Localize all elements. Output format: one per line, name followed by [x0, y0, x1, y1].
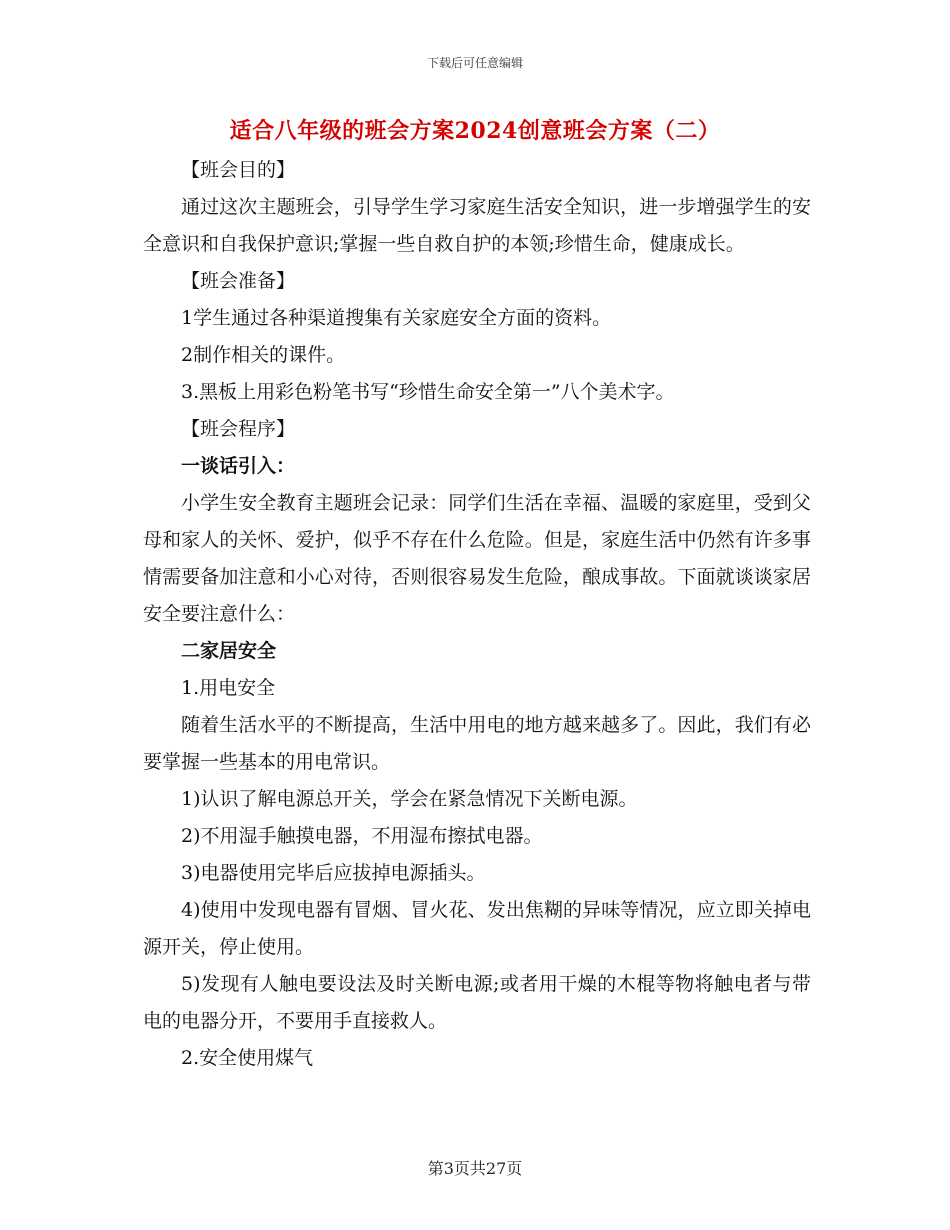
heading-purpose: 【班会目的】: [181, 159, 296, 181]
electric-item-4: 4)使用中发现电器有冒烟、冒火花、发出焦糊的异味等情况，应立即关掉电源开关，停止使用。: [143, 899, 811, 958]
document-title: 适合八年级的班会方案2024创意班会方案（二）: [229, 118, 721, 144]
heading-procedure: 【班会程序】: [181, 418, 296, 440]
paragraph-purpose: 通过这次主题班会，引导学生学习家庭生活安全知识，进一步增强学生的安全意识和自我保护意识;掌握一些自救自护的本领;珍惜生命，健康成长。: [143, 196, 811, 255]
paragraph-intro: 小学生安全教育主题班会记录：同学们生活在幸福、温暖的家庭里，受到父母和家人的关怀、爱护，似乎不存在什么危险。但是，家庭生活中仍然有许多事情需要备加注意和小心对待，否则很容易发生危险，酿成事故。下面就谈谈家居安全要注意什么：: [143, 492, 811, 625]
electric-item-2: 2)不用湿手触摸电器，不用湿布擦拭电器。: [181, 825, 543, 847]
document-body: [143, 152, 811, 1077]
heading-preparation: 【班会准备】: [181, 270, 296, 292]
page-number: 第3页共27页: [427, 1159, 523, 1178]
section-intro-heading: 一谈话引入：: [181, 455, 296, 477]
subsection-electric-safety: 1.用电安全: [181, 677, 276, 699]
paragraph-electric-intro: 随着生活水平的不断提高，生活中用电的地方越来越多了。因此，我们有必要掌握一些基本的用电常识。: [143, 714, 811, 773]
electric-item-5: 5)发现有人触电要设法及时关断电源;或者用干燥的木棍等物将触电者与带电的电器分开，不要用手直接救人。: [143, 973, 811, 1032]
subsection-gas-safety: 2.安全使用煤气: [181, 1047, 314, 1069]
prep-item-3: 3.黑板上用彩色粉笔书写“珍惜生命安全第一”八个美术字。: [181, 381, 675, 403]
electric-item-1: 1)认识了解电源总开关，学会在紧急情况下关断电源。: [181, 788, 638, 810]
electric-item-3: 3)电器使用完毕后应拔掉电源插头。: [181, 862, 486, 884]
prep-item-2: 2制作相关的课件。: [181, 344, 346, 366]
prep-item-1: 1学生通过各种渠道搜集有关家庭安全方面的资料。: [181, 307, 612, 329]
section-home-safety-heading: 二家居安全: [181, 640, 277, 662]
page-header-note: 下载后可任意编辑: [426, 56, 523, 70]
